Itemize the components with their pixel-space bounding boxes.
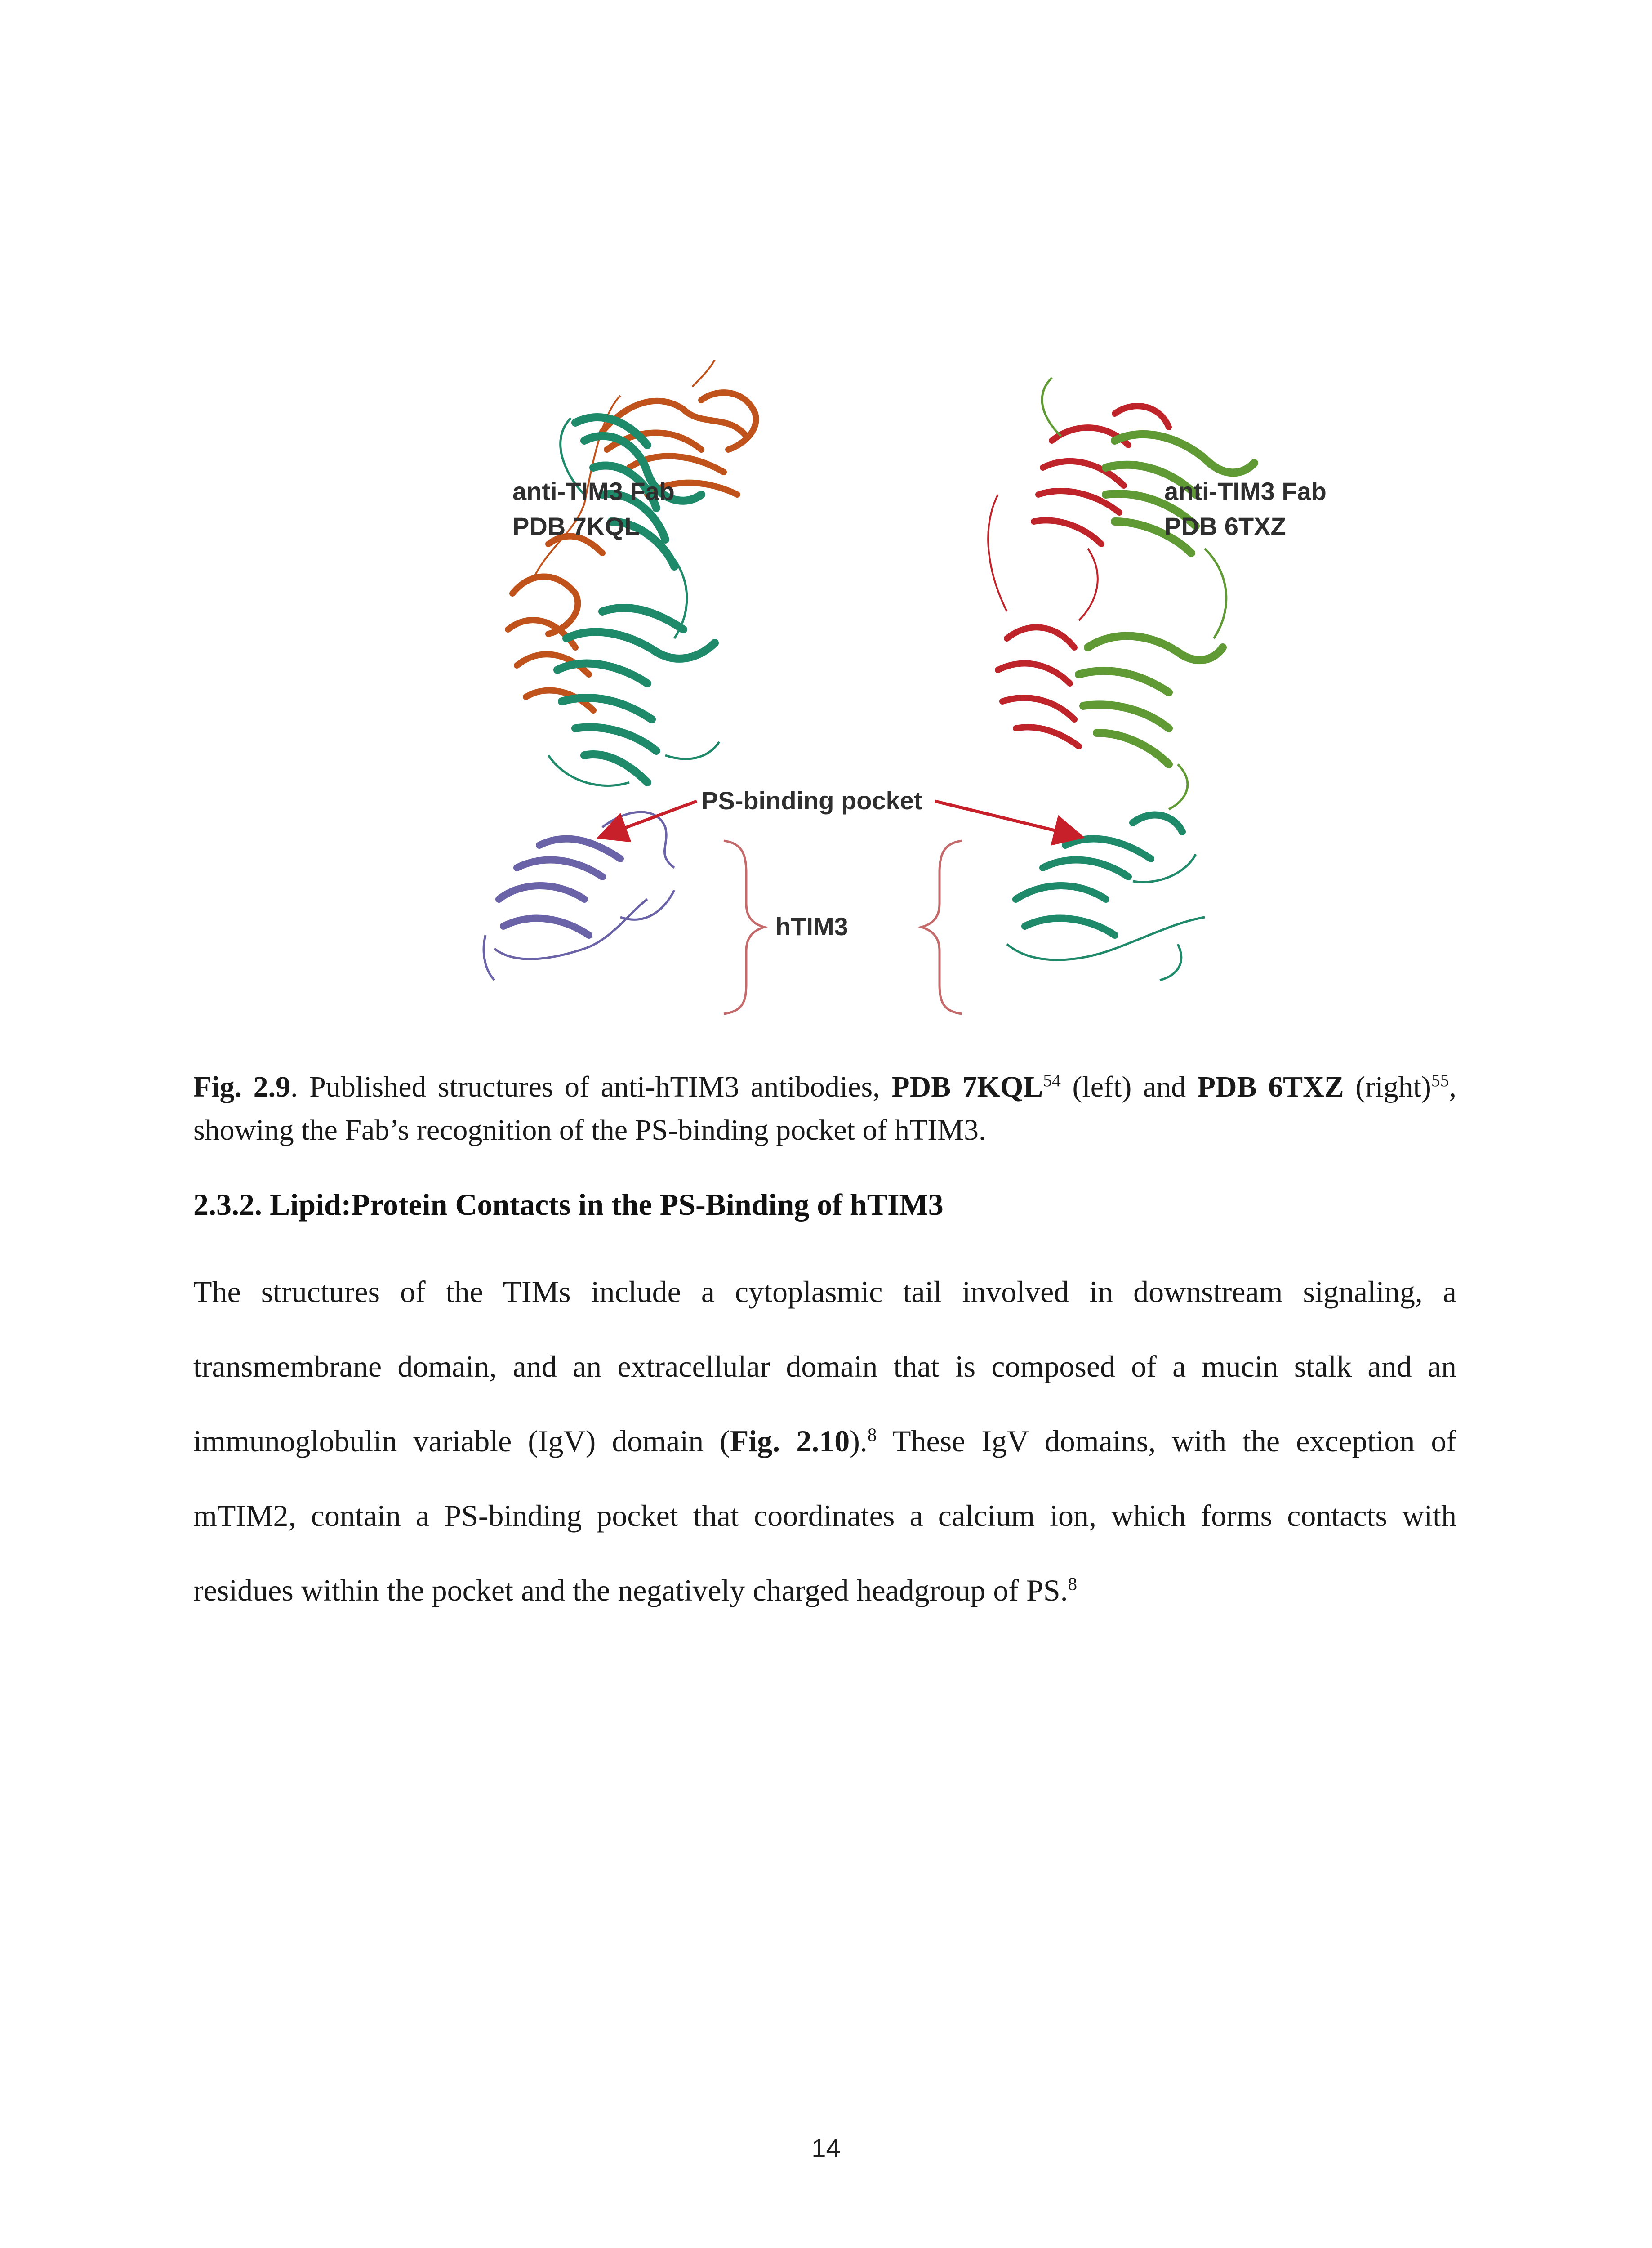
paragraph-ref-8b: 8	[1068, 1574, 1078, 1594]
paragraph-ref-8a: 8	[867, 1424, 877, 1445]
left-fab-label-line1: anti-TIM3 Fab	[512, 477, 675, 505]
figure-caption	[193, 1066, 1456, 1152]
protein-structure-figure	[414, 360, 1403, 1052]
paragraph-fig-ref: Fig. 2.10	[730, 1424, 850, 1458]
caption-pdb-2: PDB 6TXZ	[1197, 1070, 1344, 1103]
left-fab-structure	[484, 360, 756, 980]
caption-text-3: (right)	[1344, 1070, 1431, 1103]
right-htim3-bracket	[922, 841, 962, 1014]
right-pocket-arrow	[935, 801, 1079, 836]
caption-text-1: . Published structures of anti-hTIM3 antibodies,	[290, 1070, 892, 1103]
paragraph-text-1: The structures of the TIMs include a cytoplasmic tail involved in downstream signaling, a transmembrane domain, and an extracellular domain that is composed of a mucin stalk and an immunoglobulin variable (IgV) domain (	[193, 1275, 1456, 1458]
right-fab-structure	[988, 378, 1254, 980]
caption-text-4: , showing the Fab’s recognition of the PS-binding pocket of hTIM3.	[193, 1070, 1456, 1146]
htim3-label: hTIM3	[775, 912, 848, 941]
caption-ref-54: 54	[1043, 1070, 1061, 1090]
protein-structure-illustration	[414, 360, 1403, 1052]
caption-text-2: (left) and	[1060, 1070, 1198, 1103]
page-number: 14	[811, 2134, 841, 2163]
body-paragraph	[193, 1254, 1456, 1628]
caption-fig-ref: Fig. 2.9	[193, 1070, 291, 1103]
caption-pdb-1: PDB 7KQL	[891, 1070, 1043, 1103]
left-fab-label-line2: PDB 7KQL	[512, 512, 640, 540]
section-heading: 2.3.2. Lipid:Protein Contacts in the PS-Binding of hTIM3	[193, 1187, 944, 1222]
left-htim3-bracket	[724, 841, 764, 1014]
ps-binding-pocket-label: PS-binding pocket	[701, 786, 922, 815]
paragraph-text-2: ).	[850, 1424, 868, 1458]
caption-ref-55: 55	[1431, 1070, 1449, 1090]
paragraph-text-3: These IgV domains, with the exception of mTIM2, contain a PS-binding pocket that coordinates a calcium ion, which forms contacts with residues within the pocket and the negatively charged headgroup of PS.	[193, 1424, 1456, 1607]
right-fab-label-line2: PDB 6TXZ	[1164, 512, 1286, 540]
right-fab-label-line1: anti-TIM3 Fab	[1164, 477, 1327, 505]
